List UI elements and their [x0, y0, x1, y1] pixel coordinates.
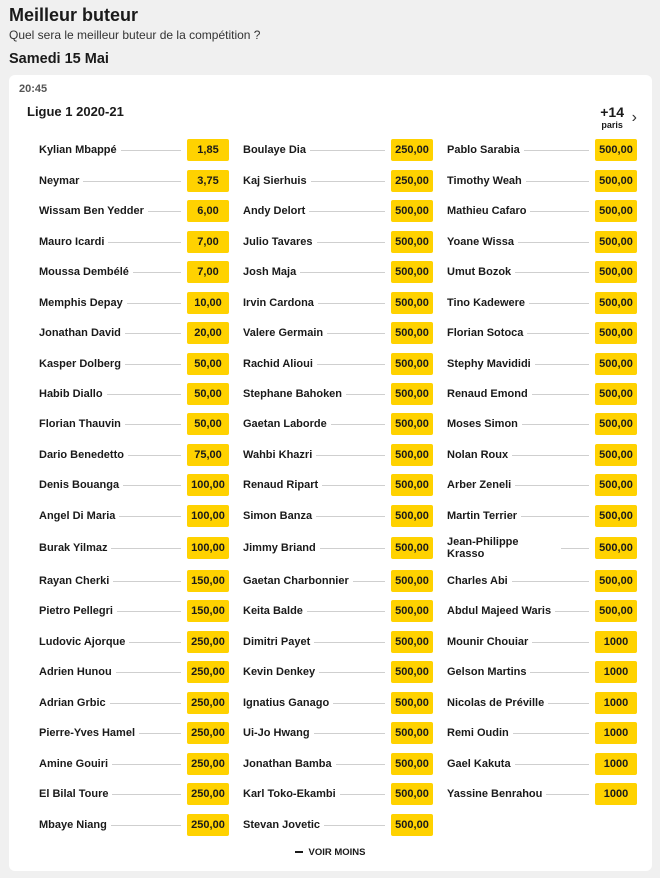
- player-row: [447, 505, 637, 527]
- odds-button[interactable]: 500,00: [391, 413, 433, 435]
- player-name: Jonathan Bamba: [243, 758, 332, 770]
- player-row: [243, 383, 433, 405]
- row-divider: [532, 642, 589, 643]
- player-row: [447, 570, 637, 592]
- player-row: [447, 231, 637, 253]
- row-divider: [535, 364, 589, 365]
- odds-button[interactable]: 7,00: [187, 231, 229, 253]
- row-divider: [133, 272, 181, 273]
- player-row: [39, 383, 229, 405]
- player-name: Andy Delort: [243, 205, 306, 217]
- player-row: [447, 600, 637, 622]
- player-name: Valere Germain: [243, 327, 324, 339]
- odds-button[interactable]: 150,00: [187, 570, 229, 592]
- player-row: [39, 722, 229, 744]
- odds-button[interactable]: 500,00: [595, 413, 637, 435]
- odds-button[interactable]: 250,00: [187, 692, 229, 714]
- player-name: Mounir Chouiar: [447, 636, 529, 648]
- player-name: Stevan Jovetic: [243, 819, 321, 831]
- odds-button[interactable]: 500,00: [391, 444, 433, 466]
- player-row: [243, 722, 433, 744]
- player-name: Amine Gouiri: [39, 758, 109, 770]
- player-name: Timothy Weah: [447, 175, 522, 187]
- row-divider: [319, 672, 385, 673]
- odds-button[interactable]: 1000: [595, 661, 637, 683]
- odds-button[interactable]: 500,00: [391, 692, 433, 714]
- player-name: Ui-Jo Hwang: [243, 727, 310, 739]
- odds-button[interactable]: 20,00: [187, 322, 229, 344]
- row-divider: [112, 794, 181, 795]
- odds-button[interactable]: 500,00: [595, 200, 637, 222]
- odds-button[interactable]: 500,00: [391, 661, 433, 683]
- row-divider: [314, 733, 385, 734]
- player-row: [39, 570, 229, 592]
- row-divider: [555, 611, 589, 612]
- odds-button[interactable]: 500,00: [391, 783, 433, 805]
- page-header: [9, 4, 260, 42]
- player-name: Mauro Icardi: [39, 236, 105, 248]
- odds-button[interactable]: 500,00: [595, 322, 637, 344]
- odds-button[interactable]: 500,00: [391, 353, 433, 375]
- player-row: [447, 722, 637, 744]
- row-divider: [125, 364, 181, 365]
- odds-button[interactable]: 1000: [595, 783, 637, 805]
- player-row: [39, 692, 229, 714]
- player-name: Kasper Dolberg: [39, 358, 121, 370]
- odds-button[interactable]: 500,00: [595, 231, 637, 253]
- odds-button[interactable]: 6,00: [187, 200, 229, 222]
- row-divider: [311, 181, 385, 182]
- row-divider: [83, 181, 181, 182]
- odds-button[interactable]: 7,00: [187, 261, 229, 283]
- see-less-button[interactable]: [9, 847, 652, 858]
- odds-button[interactable]: 1000: [595, 631, 637, 653]
- row-divider: [327, 333, 385, 334]
- player-name: Pablo Sarabia: [447, 144, 520, 156]
- player-row: [39, 814, 229, 836]
- player-row: [243, 814, 433, 836]
- odds-button[interactable]: 250,00: [187, 783, 229, 805]
- player-name: Josh Maja: [243, 266, 297, 278]
- row-divider: [515, 764, 589, 765]
- player-row: [39, 537, 229, 559]
- player-name: Yassine Benrahou: [447, 788, 543, 800]
- player-name: Nicolas de Préville: [447, 697, 545, 709]
- see-less-label: VOIR MOINS: [308, 847, 366, 858]
- odds-button[interactable]: 1000: [595, 692, 637, 714]
- player-row: [447, 537, 637, 559]
- row-divider: [515, 485, 589, 486]
- row-divider: [353, 581, 385, 582]
- odds-button[interactable]: 500,00: [595, 353, 637, 375]
- player-row: [447, 139, 637, 161]
- row-divider: [530, 211, 589, 212]
- odds-button[interactable]: 500,00: [595, 261, 637, 283]
- player-name: Moses Simon: [447, 418, 518, 430]
- row-divider: [110, 703, 181, 704]
- player-name: Adrien Hunou: [39, 666, 112, 678]
- player-row: [243, 753, 433, 775]
- player-row: [243, 505, 433, 527]
- row-divider: [521, 516, 589, 517]
- player-row: [243, 537, 433, 559]
- row-divider: [317, 364, 385, 365]
- row-divider: [121, 150, 181, 151]
- player-name: Stephy Mavididi: [447, 358, 531, 370]
- player-row: [39, 231, 229, 253]
- odds-button[interactable]: 100,00: [187, 474, 229, 496]
- player-name: Boulaye Dia: [243, 144, 306, 156]
- row-divider: [127, 303, 181, 304]
- odds-button[interactable]: 50,00: [187, 383, 229, 405]
- player-name: Stephane Bahoken: [243, 388, 343, 400]
- player-row: [39, 292, 229, 314]
- odds-button[interactable]: 50,00: [187, 413, 229, 435]
- odds-button[interactable]: 1000: [595, 722, 637, 744]
- player-name: Gaetan Charbonnier: [243, 575, 349, 587]
- league-name: Ligue 1 2020-21: [27, 104, 124, 119]
- player-name: Pietro Pellegri: [39, 605, 113, 617]
- odds-button[interactable]: 250,00: [187, 753, 229, 775]
- odds-button[interactable]: 250,00: [187, 661, 229, 683]
- odds-button[interactable]: 50,00: [187, 353, 229, 375]
- row-divider: [309, 211, 385, 212]
- page-title: Meilleur buteur: [9, 5, 139, 25]
- player-name: Nolan Roux: [447, 449, 509, 461]
- player-name: El Bilal Toure: [39, 788, 109, 800]
- minus-icon: [295, 851, 303, 853]
- row-divider: [324, 825, 385, 826]
- player-name: Neymar: [39, 175, 80, 187]
- odds-button[interactable]: 250,00: [187, 722, 229, 744]
- player-row: [243, 231, 433, 253]
- page-subtitle: Quel sera le meilleur buteur de la compétition ?: [9, 28, 261, 42]
- chevron-right-icon[interactable]: ›: [631, 109, 637, 126]
- row-divider: [107, 394, 181, 395]
- odds-button[interactable]: 500,00: [391, 474, 433, 496]
- odds-button[interactable]: 500,00: [391, 261, 433, 283]
- odds-button[interactable]: 100,00: [187, 537, 229, 559]
- player-row: [39, 783, 229, 805]
- player-row: [39, 600, 229, 622]
- player-row: [39, 444, 229, 466]
- player-row: [243, 322, 433, 344]
- player-row: [447, 444, 637, 466]
- player-row: [243, 292, 433, 314]
- player-row: [39, 200, 229, 222]
- odds-button[interactable]: 10,00: [187, 292, 229, 314]
- player-name: Memphis Depay: [39, 297, 123, 309]
- row-divider: [527, 333, 589, 334]
- player-row: [447, 413, 637, 435]
- player-name: Tino Kadewere: [447, 297, 526, 309]
- odds-button[interactable]: 500,00: [595, 600, 637, 622]
- row-divider: [333, 703, 385, 704]
- row-divider: [530, 672, 589, 673]
- player-row: [447, 292, 637, 314]
- odds-button[interactable]: 500,00: [595, 383, 637, 405]
- player-name: Abdul Majeed Waris: [447, 605, 552, 617]
- player-name: Rayan Cherki: [39, 575, 110, 587]
- player-row: [39, 661, 229, 683]
- row-divider: [111, 548, 181, 549]
- player-row: [39, 631, 229, 653]
- player-name: Florian Sotoca: [447, 327, 524, 339]
- player-name: Remi Oudin: [447, 727, 509, 739]
- row-divider: [532, 394, 589, 395]
- more-bets-count: +14: [600, 104, 624, 120]
- player-row: [39, 261, 229, 283]
- player-name: Rachid Alioui: [243, 358, 313, 370]
- player-name: Karl Toko-Ekambi: [243, 788, 336, 800]
- player-name: Irvin Cardona: [243, 297, 314, 309]
- player-row: [447, 631, 637, 653]
- row-divider: [513, 733, 589, 734]
- player-row: [39, 474, 229, 496]
- odds-button[interactable]: 250,00: [187, 631, 229, 653]
- odds-button[interactable]: 250,00: [391, 170, 433, 192]
- player-name: Gael Kakuta: [447, 758, 511, 770]
- odds-button[interactable]: 250,00: [187, 814, 229, 836]
- player-name: Mathieu Cafaro: [447, 205, 527, 217]
- player-name: Yoane Wissa: [447, 236, 514, 248]
- player-row: [447, 322, 637, 344]
- player-row: [243, 139, 433, 161]
- row-divider: [522, 424, 589, 425]
- odds-button[interactable]: 150,00: [187, 600, 229, 622]
- odds-button[interactable]: 500,00: [391, 292, 433, 314]
- row-divider: [307, 611, 385, 612]
- player-name: Moussa Dembélé: [39, 266, 129, 278]
- odds-button[interactable]: 500,00: [391, 505, 433, 527]
- player-row: [447, 474, 637, 496]
- player-name: Jean-Philippe Krasso: [447, 536, 519, 560]
- row-divider: [148, 211, 181, 212]
- row-divider: [518, 242, 589, 243]
- player-name: Pierre-Yves Hamel: [39, 727, 136, 739]
- player-row: [243, 600, 433, 622]
- player-row: [243, 661, 433, 683]
- row-divider: [316, 516, 385, 517]
- row-divider: [336, 764, 385, 765]
- player-name: Mbaye Niang: [39, 819, 107, 831]
- player-row: [447, 692, 637, 714]
- row-divider: [123, 485, 181, 486]
- player-name: Martin Terrier: [447, 510, 518, 522]
- player-row: [447, 383, 637, 405]
- event-time: 20:45: [19, 83, 48, 95]
- player-name: Wahbi Khazri: [243, 449, 313, 461]
- player-name: Kaj Sierhuis: [243, 175, 307, 187]
- player-row: [243, 474, 433, 496]
- player-row: [447, 661, 637, 683]
- player-name: Kylian Mbappé: [39, 144, 117, 156]
- row-divider: [111, 825, 181, 826]
- row-divider: [125, 333, 181, 334]
- player-name: Jimmy Briand: [243, 542, 316, 554]
- player-row: [243, 570, 433, 592]
- player-row: [243, 783, 433, 805]
- player-name: Renaud Ripart: [243, 479, 319, 491]
- row-divider: [119, 516, 181, 517]
- row-divider: [112, 764, 181, 765]
- odds-button[interactable]: 500,00: [391, 537, 433, 559]
- row-divider: [512, 455, 589, 456]
- odds-button[interactable]: 500,00: [595, 505, 637, 527]
- player-name: Dario Benedetto: [39, 449, 124, 461]
- player-row: [243, 261, 433, 283]
- odds-button[interactable]: 500,00: [595, 170, 637, 192]
- player-row: [243, 692, 433, 714]
- player-name: Ludovic Ajorque: [39, 636, 126, 648]
- player-row: [243, 353, 433, 375]
- odds-button[interactable]: 500,00: [595, 444, 637, 466]
- odds-button[interactable]: 500,00: [391, 753, 433, 775]
- player-name: Kevin Denkey: [243, 666, 316, 678]
- row-divider: [128, 455, 181, 456]
- player-name: Simon Banza: [243, 510, 313, 522]
- player-name: Renaud Emond: [447, 388, 528, 400]
- player-name: Jonathan David: [39, 327, 121, 339]
- row-divider: [139, 733, 181, 734]
- player-row: [39, 322, 229, 344]
- row-divider: [529, 303, 589, 304]
- player-name: Florian Thauvin: [39, 418, 121, 430]
- player-row: [243, 444, 433, 466]
- odds-button[interactable]: 500,00: [391, 722, 433, 744]
- odds-button[interactable]: 500,00: [595, 474, 637, 496]
- odds-button[interactable]: 500,00: [391, 200, 433, 222]
- player-row: [447, 753, 637, 775]
- player-name: Umut Bozok: [447, 266, 512, 278]
- player-name: Julio Tavares: [243, 236, 313, 248]
- odds-button[interactable]: 500,00: [391, 570, 433, 592]
- odds-button[interactable]: 500,00: [595, 292, 637, 314]
- row-divider: [125, 424, 181, 425]
- player-name: Ignatius Ganago: [243, 697, 330, 709]
- row-divider: [108, 242, 181, 243]
- odds-button[interactable]: 1,85: [187, 139, 229, 161]
- odds-button[interactable]: 500,00: [391, 231, 433, 253]
- player-name: Denis Bouanga: [39, 479, 120, 491]
- player-row: [447, 783, 637, 805]
- player-row: [243, 631, 433, 653]
- odds-button[interactable]: 500,00: [391, 383, 433, 405]
- row-divider: [526, 181, 589, 182]
- player-row: [39, 413, 229, 435]
- player-name: Gaetan Laborde: [243, 418, 327, 430]
- row-divider: [116, 672, 181, 673]
- player-name: Keita Balde: [243, 605, 303, 617]
- row-divider: [546, 794, 589, 795]
- row-divider: [314, 642, 385, 643]
- row-divider: [515, 272, 589, 273]
- player-row: [39, 170, 229, 192]
- odds-button[interactable]: 500,00: [391, 322, 433, 344]
- row-divider: [113, 581, 181, 582]
- row-divider: [346, 394, 385, 395]
- odds-button[interactable]: 3,75: [187, 170, 229, 192]
- player-name: Charles Abi: [447, 575, 508, 587]
- player-name: Angel Di Maria: [39, 510, 116, 522]
- player-row: [243, 200, 433, 222]
- odds-button[interactable]: 1000: [595, 753, 637, 775]
- player-name: Habib Diallo: [39, 388, 103, 400]
- odds-button[interactable]: 250,00: [391, 139, 433, 161]
- player-row: [447, 261, 637, 283]
- odds-button[interactable]: 500,00: [391, 600, 433, 622]
- player-row: [243, 413, 433, 435]
- odds-button[interactable]: 500,00: [391, 814, 433, 836]
- row-divider: [129, 642, 181, 643]
- player-name: Gelson Martins: [447, 666, 527, 678]
- row-divider: [331, 424, 385, 425]
- row-divider: [318, 303, 385, 304]
- player-row: [39, 139, 229, 161]
- odds-button[interactable]: 100,00: [187, 505, 229, 527]
- row-divider: [524, 150, 589, 151]
- player-row: [447, 170, 637, 192]
- player-name: Arber Zeneli: [447, 479, 512, 491]
- odds-button[interactable]: 500,00: [595, 139, 637, 161]
- row-divider: [300, 272, 385, 273]
- event-date: Samedi 15 Mai: [9, 51, 109, 67]
- odds-button[interactable]: 500,00: [595, 570, 637, 592]
- row-divider: [548, 703, 589, 704]
- row-divider: [317, 242, 386, 243]
- player-row: [243, 170, 433, 192]
- row-divider: [561, 548, 589, 549]
- player-name: Wissam Ben Yedder: [39, 205, 144, 217]
- row-divider: [316, 455, 385, 456]
- player-row: [447, 200, 637, 222]
- player-name: Adrian Grbic: [39, 697, 106, 709]
- player-row: [39, 753, 229, 775]
- row-divider: [340, 794, 385, 795]
- row-divider: [310, 150, 385, 151]
- odds-button[interactable]: 500,00: [595, 537, 637, 559]
- player-row: [39, 505, 229, 527]
- row-divider: [320, 548, 385, 549]
- row-divider: [322, 485, 385, 486]
- row-divider: [117, 611, 181, 612]
- market-card: [9, 75, 652, 871]
- more-bets-button[interactable]: [600, 105, 624, 130]
- player-name: Dimitri Payet: [243, 636, 311, 648]
- player-row: [447, 353, 637, 375]
- odds-button[interactable]: 75,00: [187, 444, 229, 466]
- row-divider: [512, 581, 589, 582]
- player-name: Burak Yilmaz: [39, 542, 108, 554]
- odds-button[interactable]: 500,00: [391, 631, 433, 653]
- player-row: [39, 353, 229, 375]
- more-bets-label: paris: [601, 120, 623, 130]
